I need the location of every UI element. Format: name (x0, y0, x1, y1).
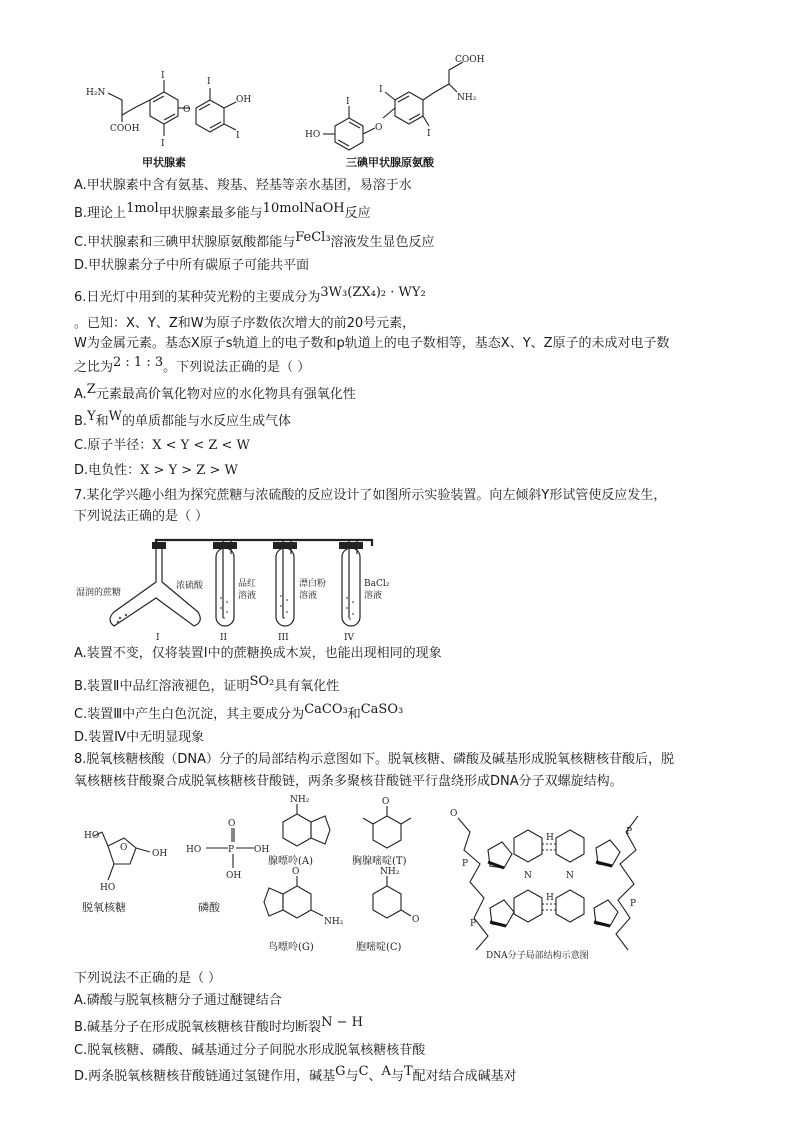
deoxyribose-caption: 脱氧核糖 (82, 901, 126, 914)
iodine-label: I (161, 71, 165, 81)
q6-option-d: D.电负性：X > Y > Z > W (74, 463, 238, 478)
phosphorus-label: P (630, 899, 637, 909)
q5-option-c: C.甲状腺素和三碘甲状腺原氨酸都能与FeCl₃溶液发生显色反应 (74, 230, 435, 250)
cytosine-caption: 胞嘧啶(C) (356, 942, 402, 953)
q5-option-d: D.甲状腺素分子中所有碳原子可能共平面 (74, 258, 310, 273)
hydroxyl-label: HO (84, 831, 100, 841)
adenine-caption: 腺嘌呤(A) (268, 856, 314, 867)
hydroxyl-label: OH (254, 845, 270, 855)
q8-option-d: D.两条脱氧核糖核苷酸链通过氢键作用，碱基G与C、A与T配对结合成碱基对 (74, 1064, 517, 1084)
iodine-label: I (236, 131, 240, 141)
q6-stem-line-4: 之比为2 : 1 : 3。下列说法正确的是（ ） (74, 355, 311, 375)
solution-label: 溶液 (299, 591, 318, 601)
q7-option-b: B.装置Ⅱ中品红溶液褪色，证明SO₂具有氧化性 (74, 674, 340, 694)
phosphate-caption: 磷酸 (198, 901, 220, 914)
bleach-label: 漂白粉 (299, 579, 327, 589)
bacl2-label: BaCl₂ (364, 579, 390, 589)
solution-label: 溶液 (238, 591, 257, 601)
ether-oxygen-label: O (375, 123, 383, 133)
q8-option-b: B.碱基分子在形成脱氧核糖核苷酸时均断裂N − H (74, 1015, 363, 1035)
sugar-label: 湿润的蔗糖 (76, 588, 122, 598)
nitrogen-label: N (566, 871, 574, 881)
amine-label: NH₂ (324, 917, 344, 927)
q8-stem-line-2: 氧核糖核苷酸聚合成脱氧核糖核苷酸链，两条多聚核苷酸链平行盘绕形成DNA分子双螺旋结构。 (74, 774, 623, 789)
q6-option-a: A.Z元素最高价氧化物对应的水化物具有强氧化性 (74, 382, 356, 402)
hydroxyl-label: HO (100, 883, 116, 893)
apparatus-ii-label: II (220, 633, 228, 643)
q8-stem-line-1: 8.脱氧核糖核酸（DNA）分子的局部结构示意图如下。脱氧核糖、磷酸及碱基形成脱氧核糖核苷酸后，脱 (74, 752, 675, 767)
q8-option-a: A.磷酸与脱氧核糖分子通过醚键结合 (74, 993, 282, 1008)
thymine-caption: 胸腺嘧啶(T) (352, 856, 407, 867)
apparatus-i-label: I (156, 633, 160, 643)
t3-structure (305, 52, 505, 162)
hydroxyl-label: HO (186, 845, 202, 855)
phosphorus-label: P (470, 919, 477, 929)
q6-stem-line-2: 。已知：X、Y、Z和W为原子序数依次增大的前20号元素， (74, 316, 416, 331)
q7-option-c: C.装置Ⅲ中产生白色沉淀，其主要成分为CaCO₃和CaSO₃ (74, 702, 404, 722)
q6-option-c: C.原子半径：X < Y < Z < W (74, 438, 250, 453)
oxygen-label: O (450, 809, 458, 819)
hydroxyl-label: OH (236, 95, 252, 105)
oxygen-label: O (228, 819, 236, 829)
dna-caption: DNA分子局部结构示意图 (486, 951, 589, 961)
q8-option-c: C.脱氧核糖、磷酸、碱基通过分子间脱水形成脱氧核糖核苷酸 (74, 1043, 426, 1058)
apparatus-iv-label: IV (344, 633, 355, 643)
oxygen-label: O (382, 797, 390, 807)
iodine-label: I (379, 85, 383, 95)
q6-option-b: B.Y和W的单质都能与水反应生成气体 (74, 409, 292, 429)
amine-label: H₂N (86, 88, 106, 98)
amine-label: NH₂ (290, 795, 310, 805)
oxygen-label: O (292, 867, 300, 877)
hydroxyl-label: HO (305, 130, 321, 140)
iodine-label: I (346, 97, 350, 107)
ring-oxygen-label: O (120, 843, 128, 853)
hydrogen-label: H (546, 893, 554, 903)
solution-label: 溶液 (364, 591, 383, 601)
thyroxine-caption: 甲状腺素 (142, 156, 186, 169)
apparatus-iii-label: III (278, 633, 289, 643)
hydroxyl-label: OH (226, 871, 242, 881)
iodine-label: I (207, 77, 211, 87)
q7-stem-line-1: 7.某化学兴趣小组为探究蔗糖与浓硫酸的反应设计了如图所示实验装置。向左倾斜Y形试管使反应发生， (74, 488, 667, 503)
q8-stem-line-3: 下列说法不正确的是（ ） (74, 971, 222, 986)
iodine-label: I (427, 129, 431, 139)
q6-stem-line-3: W为金属元素。基态X原子s轨道上的电子数和p轨道上的电子数相等，基态X、Y、Z原子的未成对电子数 (74, 336, 670, 351)
phosphorus-label: P (228, 845, 235, 855)
ether-oxygen-label: O (183, 105, 191, 115)
q6-stem-line-1: 6.日光灯中用到的某种荧光粉的主要成分为3W₃(ZX₄)₂ · WY₂ (74, 285, 426, 305)
q7-option-a: A.装置不变，仅将装置Ⅰ中的蔗糖换成木炭，也能出现相同的现象 (74, 646, 442, 661)
q5-option-a: A.甲状腺素中含有氨基、羧基、羟基等亲水基团，易溶于水 (74, 178, 412, 193)
q7-option-d: D.装置Ⅳ中无明显现象 (74, 730, 205, 745)
amine-label: NH₂ (380, 867, 400, 877)
t3-caption: 三碘甲状腺原氨酸 (346, 156, 434, 169)
q7-stem-line-2: 下列说法正确的是（ ） (74, 509, 209, 524)
q5-option-b: B.理论上1mol甲状腺素最多能与10molNaOH反应 (74, 201, 371, 221)
phosphorus-label: P (626, 827, 633, 837)
carboxyl-label: COOH (110, 124, 140, 134)
nitrogen-label: N (524, 871, 532, 881)
q7-apparatus-diagram (74, 532, 404, 644)
hydrogen-label: H (546, 833, 554, 843)
carboxyl-label: COOH (455, 55, 485, 65)
hydroxyl-label: OH (152, 849, 168, 859)
iodine-label: I (161, 139, 165, 149)
acid-label: 浓硫酸 (176, 581, 204, 591)
pinhong-label: 品红 (238, 579, 257, 589)
amine-label: NH₂ (457, 93, 477, 103)
guanine-caption: 鸟嘌呤(G) (268, 942, 314, 953)
phosphorus-label: P (462, 859, 469, 869)
oxygen-label: O (412, 915, 420, 925)
